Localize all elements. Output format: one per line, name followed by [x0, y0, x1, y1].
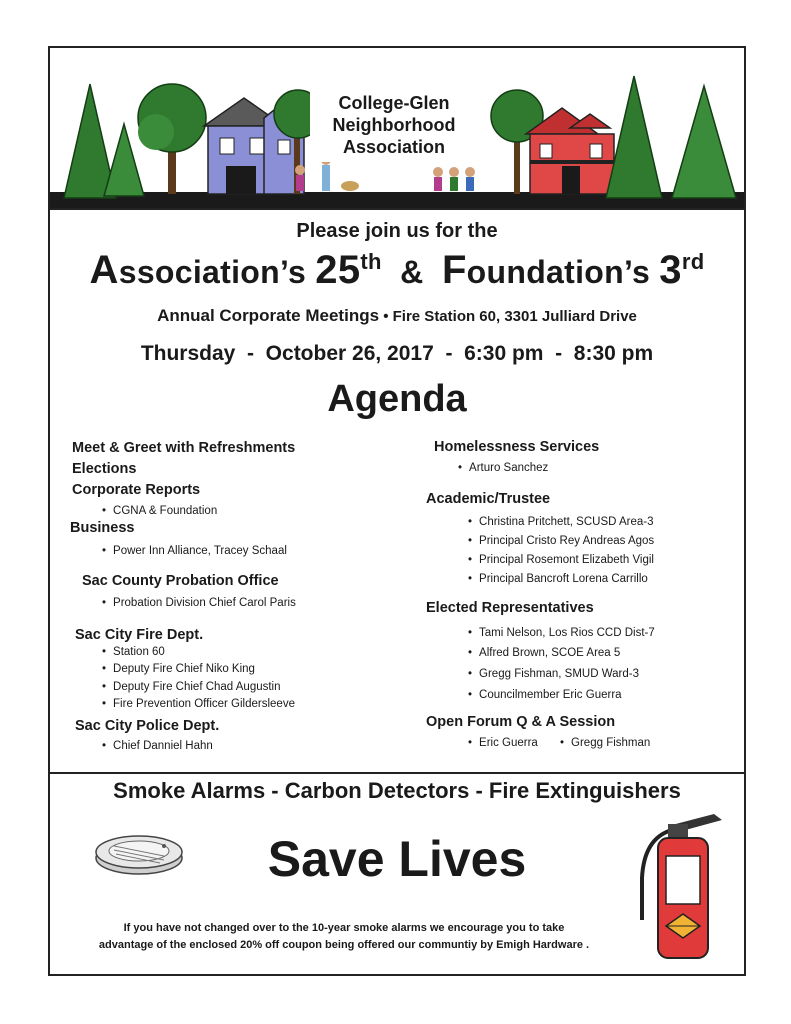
fire-extinguisher-icon: [638, 808, 728, 962]
headline-number: 3: [659, 248, 682, 292]
agenda-section: Elected Representatives: [426, 600, 594, 616]
agenda-item: • Deputy Fire Chief Niko King: [102, 663, 255, 675]
safety-footer: [50, 772, 744, 976]
agenda-item: • Deputy Fire Chief Chad Augustin: [102, 681, 281, 693]
notice-line: advantage of the enclosed 20% off coupon being offered our communtiy by Emigh Hardware .: [98, 939, 590, 951]
safety-headline: Smoke Alarms - Carbon Detectors - Fire Extinguishers: [113, 778, 681, 803]
organization-name: [312, 92, 476, 158]
banner: [50, 48, 744, 210]
agenda-item: • Probation Division Chief Carol Paris: [102, 597, 296, 609]
agenda-section: Academic/Trustee: [426, 491, 551, 507]
coupon-notice: [58, 920, 630, 954]
headline-ordinal: rd: [681, 249, 705, 274]
agenda-item: • Gregg Fishman, SMUD Ward-3: [468, 668, 639, 680]
meeting-date-time: Thursday - October 26, 2017 - 6:30 pm - 8:30 pm: [140, 342, 654, 365]
agenda-section: Business: [70, 520, 135, 536]
agenda-item: • Principal Rosemont Elizabeth Vigil: [468, 554, 654, 566]
agenda-section: Sac County Probation Office: [82, 573, 279, 589]
headline-initial: F: [441, 248, 467, 292]
agenda-section: Homelessness Services: [434, 439, 600, 455]
agenda-item: • Chief Danniel Hahn: [102, 740, 213, 752]
save-lives-slogan: Save Lives: [267, 831, 527, 887]
agenda-section: Sac City Fire Dept.: [75, 627, 204, 643]
meeting-name: Annual Corporate Meetings: [157, 306, 380, 325]
headline-initial: A: [89, 248, 119, 292]
headline-number: 25: [315, 248, 361, 292]
headline-text: oundation’s: [466, 254, 660, 290]
headline-text: ssociation’s: [118, 254, 316, 290]
agenda-section: Corporate Reports: [72, 482, 201, 498]
meeting-location: • Fire Station 60, 3301 Julliard Drive: [379, 308, 637, 325]
agenda-item: • Gregg Fishman: [560, 737, 650, 749]
agenda-item: • Fire Prevention Officer Gildersleeve: [102, 698, 295, 710]
agenda-item: • Councilmember Eric Guerra: [468, 689, 622, 701]
agenda-item: • CGNA & Foundation: [102, 505, 217, 517]
agenda-item: • Eric Guerra: [468, 737, 538, 749]
org-name-line: College-Glen: [338, 93, 450, 113]
agenda-title: Agenda: [327, 378, 467, 420]
org-name-line: Neighborhood: [332, 115, 456, 135]
agenda-item: • Arturo Sanchez: [458, 462, 548, 474]
notice-line: If you have not changed over to the 10-year smoke alarms we encourage you to take: [123, 922, 565, 934]
meeting-subline: [50, 306, 744, 326]
agenda-section: Elections: [72, 461, 137, 477]
agenda-item: • Principal Bancroft Lorena Carrillo: [468, 573, 648, 585]
agenda-item: • Christina Pritchett, SCUSD Area-3: [468, 516, 654, 528]
agenda-section: Open Forum Q & A Session: [426, 714, 616, 730]
agenda-item: • Principal Cristo Rey Andreas Agos: [468, 535, 654, 547]
headline-ampersand: &: [381, 254, 442, 290]
headline-ordinal: th: [360, 249, 382, 274]
agenda-item: • Station 60: [102, 646, 165, 658]
invite-intro: Please join us for the: [296, 220, 498, 242]
agenda-section: Sac City Police Dept.: [75, 718, 220, 734]
agenda-item: • Alfred Brown, SCOE Area 5: [468, 647, 620, 659]
event-headline: [50, 248, 744, 293]
agenda-section: Meet & Greet with Refreshments: [72, 440, 296, 456]
agenda-item: • Power Inn Alliance, Tracey Schaal: [102, 545, 287, 557]
org-name-line: Association: [342, 137, 446, 157]
flyer-frame: [48, 46, 746, 976]
agenda-item: • Tami Nelson, Los Rios CCD Dist-7: [468, 627, 655, 639]
